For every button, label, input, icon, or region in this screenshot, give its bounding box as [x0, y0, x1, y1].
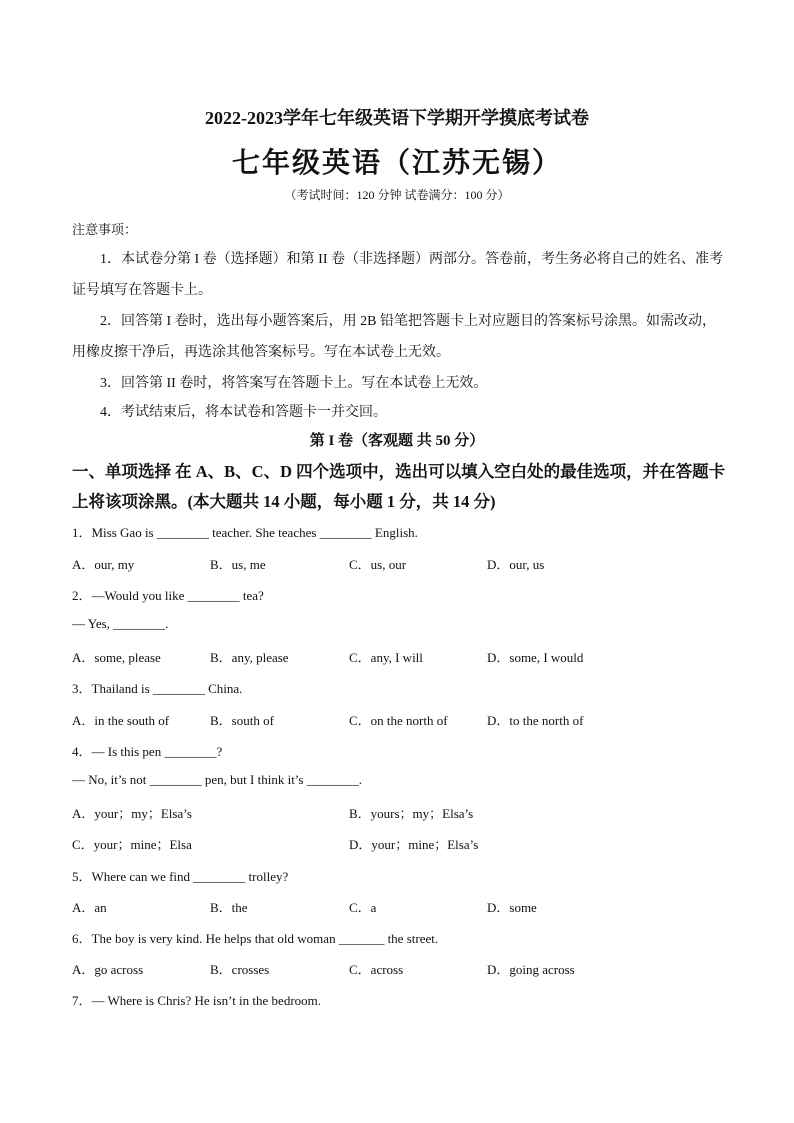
option-d: D．some, I would	[487, 650, 584, 665]
option-b: B．any, please	[210, 650, 289, 665]
notes-heading: 注意事项：	[72, 222, 138, 237]
exam-title: 2022-2023学年七年级英语下学期开学摸底考试卷	[205, 108, 589, 128]
question-1: 1．Miss Gao is ________ teacher. She teaches ________ English.	[72, 525, 418, 540]
part-instruction: 一、单项选择 在 A、B、C、D 四个选项中，选出可以填入空白处的最佳选项，并在答题卡	[72, 462, 726, 481]
note-line: 1．本试卷分第 I 卷（选择题）和第 II 卷（非选择题）两部分。答卷前，考生务必将自己的姓名、准考	[100, 252, 723, 267]
option-b: B．crosses	[210, 962, 270, 977]
option-d: D．our, us	[487, 557, 545, 572]
option-a: A．some, please	[72, 650, 161, 665]
option-c: C．any, I will	[349, 650, 423, 665]
option-d: D．your；mine；Elsa’s	[349, 837, 479, 852]
option-d: D．some	[487, 900, 537, 915]
option-a: A．our, my	[72, 557, 135, 572]
note-line: 2．回答第 I 卷时，选出每小题答案后，用 2B 铅笔把答题卡上对应题目的答案标号涂黑。如需改动，	[100, 314, 716, 329]
question-6: 6．The boy is very kind. He helps that old woman _______ the street.	[72, 931, 439, 946]
option-b: B．south of	[210, 713, 274, 728]
option-b: B．us, me	[210, 557, 266, 572]
option-a: A．an	[72, 900, 107, 915]
question-2: 2．—Would you like ________ tea?	[72, 588, 264, 603]
option-c: C．your；mine；Elsa	[72, 837, 192, 852]
section-title: 第 I 卷（客观题 共 50 分）	[309, 433, 485, 449]
note-line: 3．回答第 II 卷时，将答案写在答题卡上。写在本试卷上无效。	[100, 376, 488, 391]
exam-subtitle: （考试时间：120 分钟 试卷满分：100 分）	[284, 188, 510, 202]
option-b: B．the	[210, 900, 248, 915]
option-b: B．yours；my；Elsa’s	[349, 806, 474, 821]
question-5: 5．Where can we find ________ trolley?	[72, 869, 289, 884]
question-4: 4．— Is this pen ________?	[72, 744, 223, 759]
note-line: 证号填写在答题卡上。	[72, 283, 212, 298]
part-instruction: 上将该项涂黑。(本大题共 14 小题，每小题 1 分，共 14 分)	[72, 492, 496, 511]
option-a: A．in the south of	[72, 713, 170, 728]
question-4-line2: — No, it’s not ________ pen, but I think it’s ________.	[72, 772, 362, 787]
exam-main-title: 七年级英语（江苏无锡）	[231, 148, 562, 179]
question-7: 7．— Where is Chris? He isn’t in the bedroom.	[72, 993, 322, 1008]
option-c: C．across	[349, 962, 404, 977]
question-2-line2: — Yes, ________.	[72, 616, 169, 631]
option-d: D．going across	[487, 962, 575, 977]
option-a: A．your；my；Elsa’s	[72, 806, 192, 821]
option-c: C．us, our	[349, 557, 407, 572]
option-a: A．go across	[72, 962, 144, 977]
question-3: 3．Thailand is ________ China.	[72, 681, 243, 696]
note-line: 4．考试结束后，将本试卷和答题卡一并交回。	[100, 405, 387, 420]
note-line: 用橡皮擦干净后，再选涂其他答案标号。写在本试卷上无效。	[72, 345, 450, 360]
option-d: D．to the north of	[487, 713, 584, 728]
option-c: C．on the north of	[349, 713, 448, 728]
option-c: C．a	[349, 900, 377, 915]
